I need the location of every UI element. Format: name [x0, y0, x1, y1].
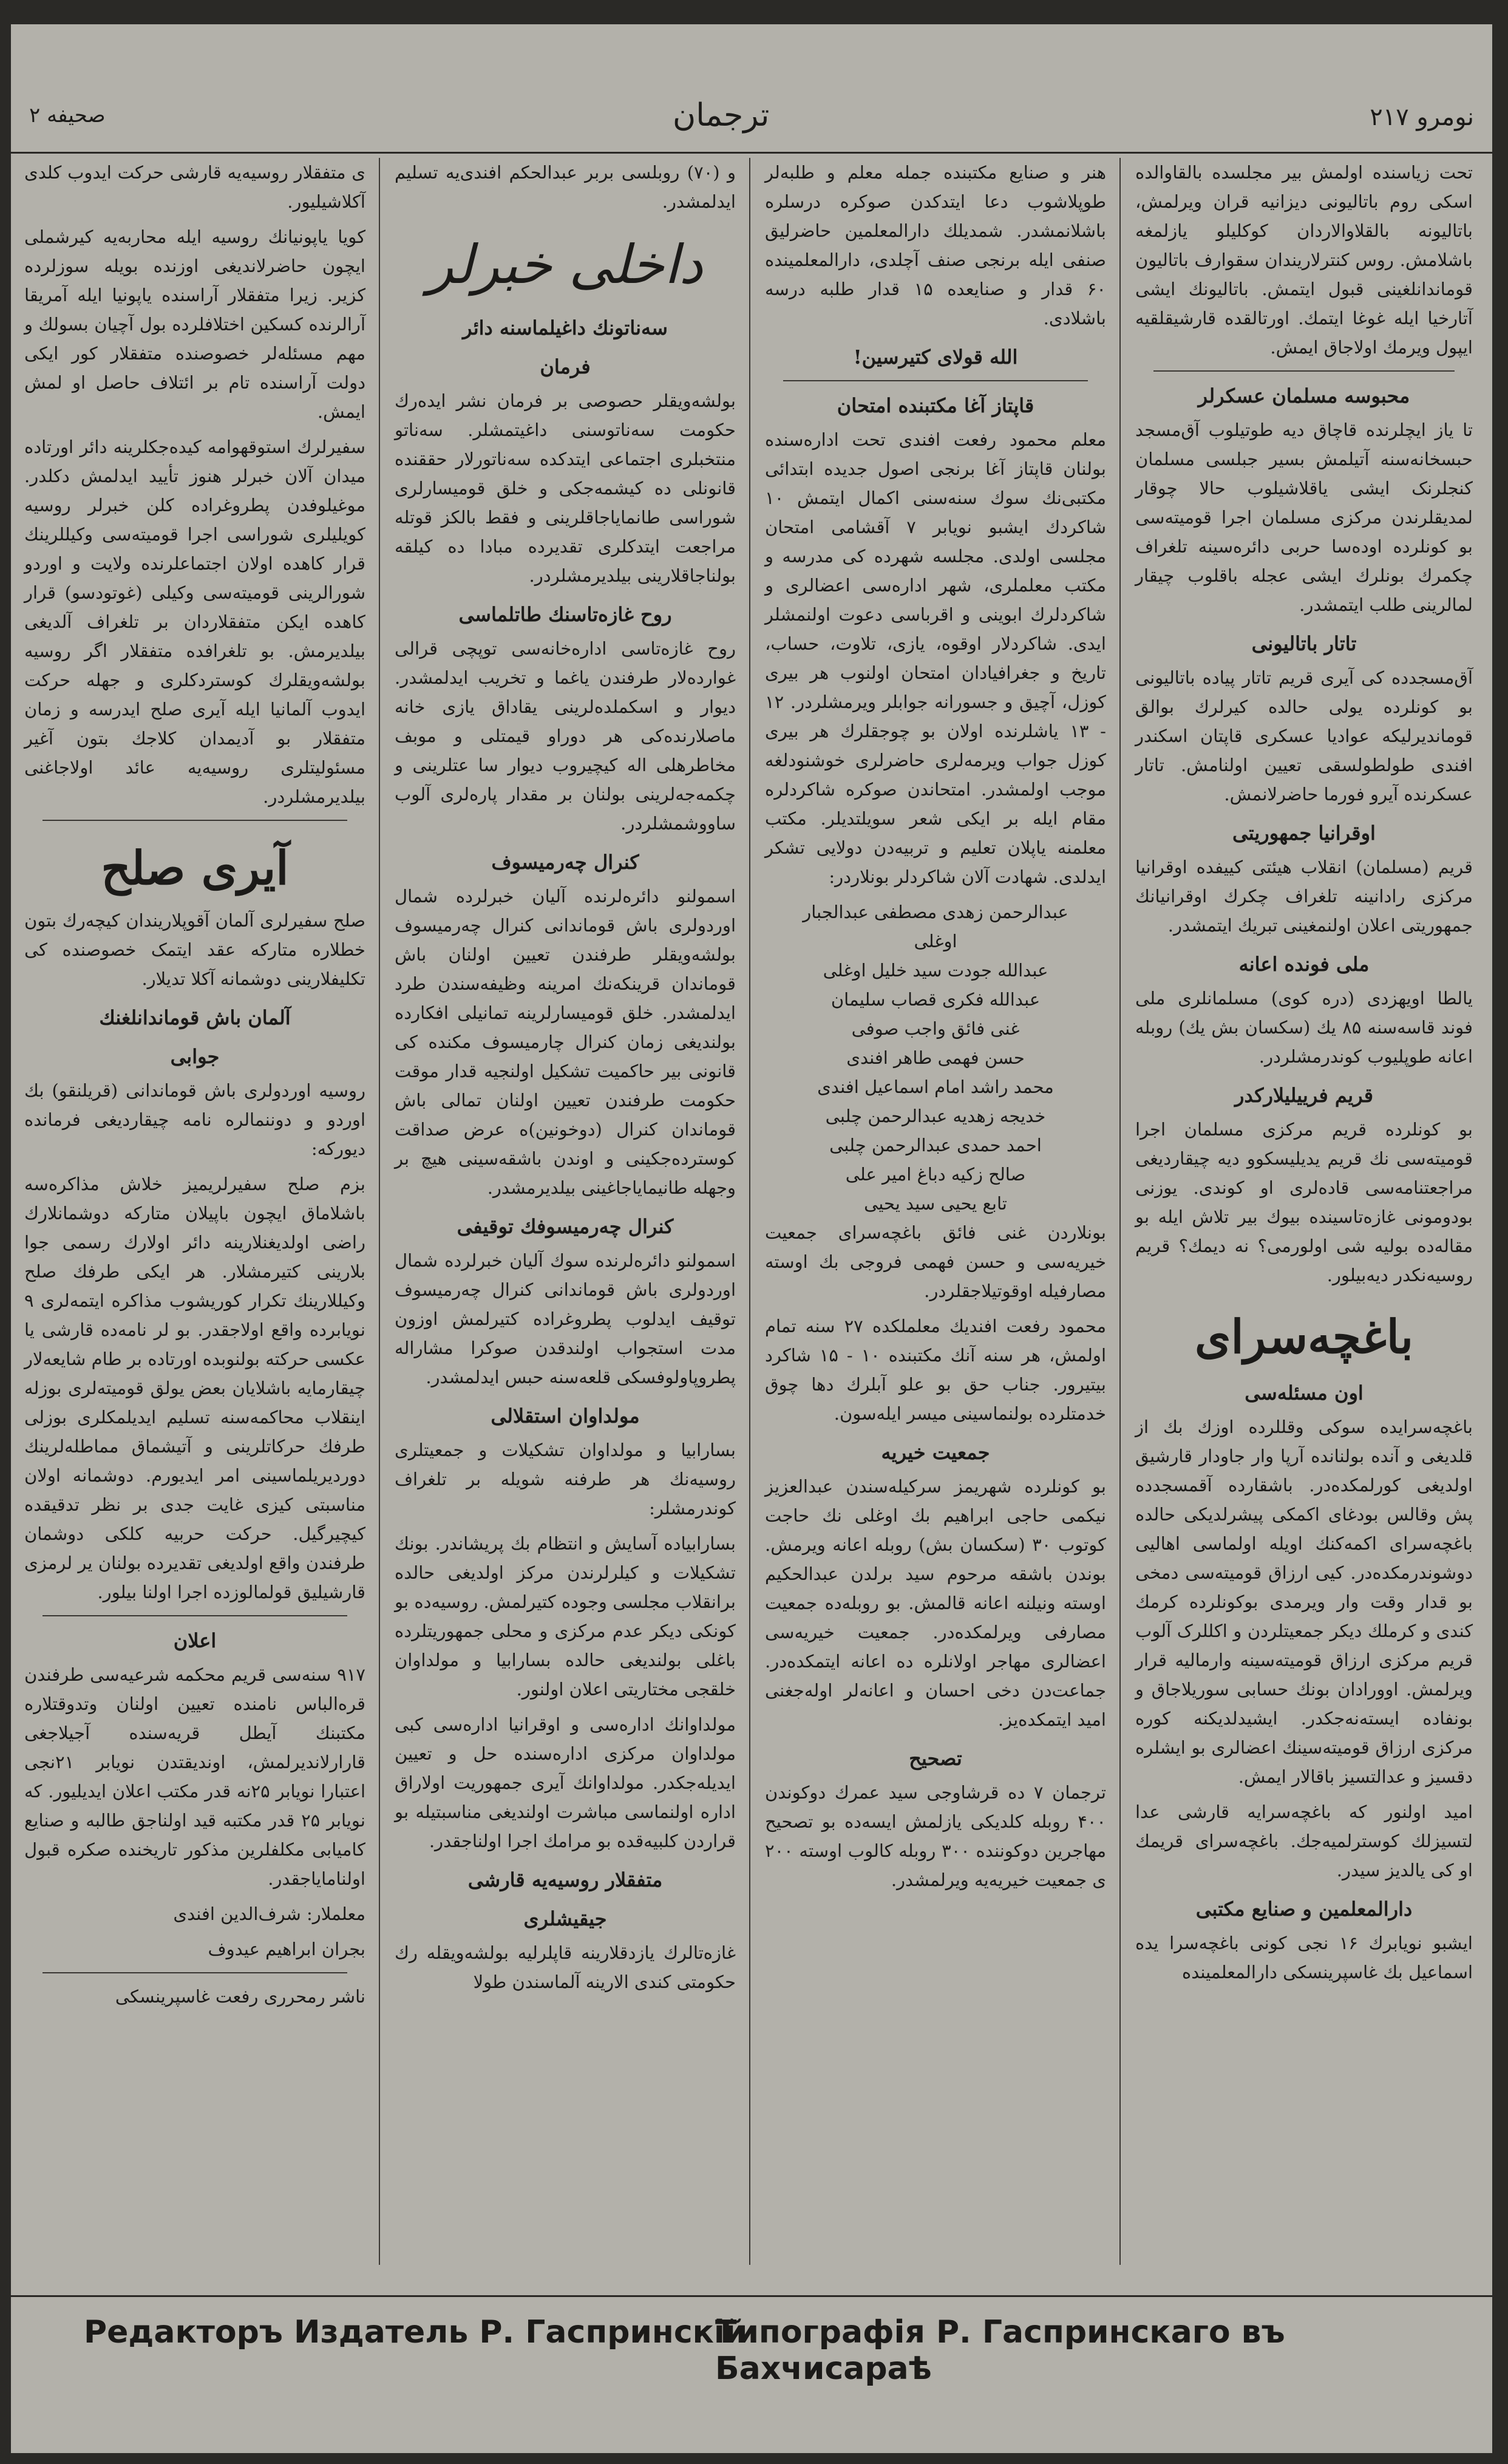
divider	[42, 1972, 347, 1973]
student-name: احمد حمدی عبدالرحمن چلبی	[829, 1135, 1042, 1155]
divider	[783, 380, 1088, 381]
article-heading: جوابی	[170, 1045, 220, 1068]
article-text: قریم (مسلمان) انقلاب هیئتی کییفده اوقرانیا مرکزی رادانینه تلغراف چکرك اوقرانیانك جمهوریتی اعلان اولنمغینی تبریك ایتمشدر.	[1135, 857, 1473, 936]
article-text: اسمولنو دائره‌لرنده سوك آلیان خبرلرده شمال اوردولری باش قوماندانی کنرال چه‌رمیسوف توقیف ایدلوب پطرو‌غراده کتیرلمش اوزون مدت استجواب اولندقدن صوکرا مشاراله پطروپاولوفسکی قلعه‌سنه حبس ایدلمشدر.	[395, 1250, 736, 1387]
article-text: مولداوانك اداره‌سی و اوقرانیا اداره‌سی کبی مولداوان مرکزی اداره‌سنده حل و تعیین ایدیله‌جکدر. مولداوانك آیری جمهوریت اولاراق اداره اولنماسی مباشرت اولندیغی مناسبتیله بو قراردن کلبیه‌قده بو مرامك اجرا اولناجقدر.	[395, 1714, 736, 1851]
article-text: امید اولنور که باغچه‌سرایه قارشی عدا لتسیزلك کوسترلمیه‌جك. باغچه‌سرای قریمك او کی یالدیز سیدر.	[1135, 1802, 1473, 1880]
newspaper-page	[11, 24, 1492, 2453]
article-heading: اون مسئله‌سی	[1245, 1381, 1364, 1404]
article-text: یالطا اویهزدی (دره کوی) مسلمانلری ملی فوند قاسه‌سنه ۸۵ یك (سکسان بش یك) روبله اعانه طوپلیوب کوندرمشلردر.	[1135, 988, 1473, 1067]
article-text: غازه‌تالرك یازدقلارینه قاپلرلیه بولشه‌ویقله رك حکومتی کندی الارینه آلماسندن طولا	[395, 1942, 736, 1992]
article-text: بو کونلرده شهریمز سرکیله‌سندن عبدالعزیز نیکمی حاجی ابراهیم بك اوغلی نك حاجت کوتوب ۳۰ (سکسان بش) روبله اعانه ویرمش. بوندن باشقه مرحوم سید برلدن عبدالحکیم اوسته ونیلنه اعانه قالمش. بو روبله‌ده جمعیت مصارفی ویرلمکده‌در. جمعیت خیریه‌سی اعضالری مهاجر اولانلره ده اعانه ایتمکده‌در. جماعت‌دن دخی احسان و اعانه‌لر اوله‌جغنی امید ایتمکده‌یز.	[765, 1476, 1106, 1730]
page-number: صحیفه ۲	[29, 103, 106, 128]
section-title: آیری صلح	[101, 841, 289, 895]
article-text: بسارابیا و مولداوان تشکیلات و جمعیتلری روسیه‌نك هر طرفنه شویله بر تلغراف کوندرمشلر:	[395, 1440, 736, 1519]
article-text: ترجمان ۷ ده قرشاوجی سید عمرك دوکوندن ۴۰۰ روبله کلدیکی یازلمش ایسه‌ده بو تصحیح مهاجرین دوکوننده ۳۰۰ روبله کالوب اوسته ۲۰۰ ی جمعیت خیریه‌یه ویرلمشدر.	[765, 1782, 1106, 1890]
divider	[42, 1615, 347, 1616]
student-name: حسن فهمی طاهر افندی	[846, 1047, 1025, 1068]
article-text: کویا یاپونیانك روسیه ایله محاربه‌یه کیرشملی ایچون حاضرلاندیغی اوزنده بویله سوزلرده کزیر. زیرا متفقلار آراسنده یاپونیا ایله آمریقا آرالرنده کسکین اختلافلرده بول آچیان بسولك و مهم مسئله‌لر خصوصنده متفقلار کور ایکی دولت آراسنده تام بر ائتلاف حاصل او لمش ایمش.	[24, 226, 365, 422]
article-text: و (۷۰) روبلسی بربر عبدالحکم افندی‌یه تسلیم ایدلمشدر.	[395, 162, 736, 212]
article-text: ی متفقلار روسیه‌یه قارشی حرکت ایدوب کلدی آکلاشیلیور.	[24, 162, 365, 212]
article-heading: محبوسه مسلمان عسکرلر	[1198, 384, 1410, 407]
article-text: روسیه اوردولری باش قوماندانی (قریلنقو) بك اوردو و دوننمالره نامه چیقاردیغی فرمانده دیورکه:	[24, 1080, 365, 1159]
signature: بجران ابراهیم عیدوف	[208, 1939, 365, 1959]
issue-number: نومرو ۲۱۷	[1370, 103, 1474, 131]
article-text: ۹۱۷ سنه‌سی قریم محکمه شرعیه‌سی طرفندن قره‌الباس نامنده تعیین اولنان وتدوقتلاره مکتبنك آیطل قریه‌سنده آجیلاجغی قارارلاندیرلمش، اوندیقتدن نویابر ۲۱نجی اعتبارا نویابر ۲۵نه قدر مکتب اعلان ایدیلیور. که نویابر ۲۵ قدر مکتبه قید اولناجق طالبه و صنایع کامیابی مکلفلرین مذکور تاریخنده صکره قبول اولنامایاجقدر.	[24, 1664, 365, 1889]
article-text: سفیرلرك استوقهوامه کیده‌جکلرینه دائر اورتاده میدان آلان خبرلر هنوز تأیید ایدلمش دکلدر. موغیلوفدن پطروغراده کلن خبرلر روسیه کویلیلری شوراسی اجرا قومیته‌سی وکیللرینك قرار کاهده اولان اجتماعلرنده ولایت و اوردو شورالرینی قومیته‌سی وکیلی (غوتودسو) قرار کاهده ایکن متفقلاردان بر تلغراف آلدیغی بیلدیرمش. بو تلغرافده متفقلار اگر روسیه بولشه‌ویقلرك کوستردکلری و جهله حرکت ایدوب آلمانیا ایله آیری صلح ایدرسه و زمان متفقلار بو آدیمدان کلاجك بتون آغیر مسئولیتلری روسیه‌یه عائد اولاجاغنی بیلدیرمشلردر.	[24, 437, 365, 807]
article-text: ایشبو نویابرك ۱۶ نجی کونی باغچه‌سرا یده اسماعیل بك غاسپرینسکی دارالمعلمینده	[1135, 1933, 1473, 1982]
article-text: اسمولنو دائره‌لرنده آلیان خبرلرده شمال اوردولری باش قوماندانی کنرال چه‌رمیسوف بولشه‌ویقلر طرفندن تعیین اولنان باش قوماندان قرینکه‌نك امرینه وظیفه‌سندن طرد ایدلمشدر. خلق قومیسارلرینه تمانیلی افکارده بولندیغی زمان کنرال چارمیسوف مکنده کی قانونی بیر حاکمیت تشکیل اولنجیه قدار موقت حکومت طرفندن تعیین اولنان تمالی باش قوماندان کنرال (دوخونین)ه عرض صداقت کوسترده‌جکینی و اوندن باشقه‌سینی هیچ بر وجهله طانیمایاجاغینی بیلدیرمشدر.	[395, 886, 736, 1198]
article-heading: متفقلار روسیه‌یه قارشی	[467, 1868, 663, 1891]
student-name: صالح زکیه دباغ امیر علی	[845, 1164, 1026, 1185]
student-name: عبدالرحمن زهدی مصطفی عبدالجبار	[803, 902, 1068, 922]
article-text: بولشه‌ویقلر حصوصی بر فرمان نشر ایده‌رك حکومت سه‌ناتوسنی داغیتمشلر. سه‌ناتو منتخبلری اجتماعی ایتدکده سه‌ناتورلار حققنده قانونلی ده کیشمه‌جکی و خلق قومیسارلری شوراسی طانمایاجاقلرینی و فقط بالکز قوتله مراجعت ایتدکلری تقدیرده مبادا ده کیلقه بولناجاقلارینی بیلدیرمشلردر.	[395, 390, 736, 586]
article-text: تحت زیاسنده اولمش بیر مجلسده بالقاوالده اسکی روم باتالیونی دیزانیه قران ویرلمش، باتالیونه بالقلاوالاردان کوکلیلو یازلمغه باشلامش. روس کنترلاریندان سقوارف باتالیون قوماندانلغینی قبول ایتمش. باتالیونك ایشی آتارخیا ایله غوغا ایتمك. اورتالقده قارشیقلقیه ایپول ویرمك اولاجاق ایمش.	[1135, 162, 1473, 358]
quote-line: الله قولای کتیرسین!	[853, 345, 1018, 369]
article-text: تا یاز ایچلرنده قاچاق دیه طوتیلوب آق‌مسجد حبسخانه‌سنه آتیلمش بسیر جبلسی مسلمان کنجلرنک ایشی یاقلاشیلوب حالا چوقار لمدیقلرندن مرکزی مسلمان اجرا قومیته‌سی بو کونلرده اوده‌سا حربی دائره‌سینه تلغراف چکمرك بونلرك ایشی عجله باقلوب چیقار لمالرینی طلب ایتمشدر.	[1135, 420, 1473, 615]
column-2	[752, 158, 1119, 2265]
article-heading: کنرال چه‌رمیسوفك توقیفی	[457, 1215, 674, 1238]
article-heading: تصحیح	[909, 1747, 962, 1770]
article-text: آق‌مسجدده کی آیری قریم تاتار پیاده باتالیونی بو کونلرده یولی حالده کیرلرك بوالق قوماندیرلیکه عوادیا عسکری قاپتان اسکندر افندی طولطولسقی تعیین اولنامش. تاتار عسکرنده آیرو فورما حاضرلانمش.	[1135, 667, 1473, 805]
student-name: تابع یحیی سید یحیی	[864, 1193, 1007, 1214]
column-4	[11, 158, 379, 2265]
article-text: بو کونلرده قریم مرکزی مسلمان اجرا قومیته‌سی نك قریم یدیلیسکوو دیه چیقاردیغی مراجعتنامه‌سی قاده‌لری او کوندی. یوزنی بودومونی غازه‌تا‌سینده بیوك بیر تلاش ایله بو مقاله‌ده بولیه شی اولورمی؟ نه دیمك؟ قریم روسیه‌نکدر دیه‌بیلور.	[1135, 1119, 1473, 1285]
article-text: هنر و صنایع مکتبنده جمله معلم و طلبه‌لر طوپلاشوب دعا ایتدکدن صوکره درسلره باشلانمشدر. شمدیلك دارالمعلمین حاضرلیق صنفی ایله برنجی صنف آچلدی، دارالمعلمینده ۶۰ قدار و صنایعده ۱۵ قدار طلبه درسه باشلادی.	[765, 162, 1107, 328]
student-name: اوغلی	[914, 931, 957, 951]
article-text: محمود رفعت افندیك معلملکده ۲۷ سنه تمام اولمش، هر سنه آنك مکتبنده ۱۰ - ۱۵ شاکرد بیتیرور. جناب حق بو علو آبلرك دها چوق خدمتلرده بولنماسینی میسر ایله‌سون.	[765, 1316, 1106, 1424]
footer-printer: Типографія Р. Гаспринскаго въ Бахчисараѣ	[715, 2314, 1285, 2387]
student-name: محمد راشد امام اسماعیل افندی	[817, 1077, 1054, 1097]
article-text: روح غازه‌تاسی اداره‌خانه‌سی توپچی قرالی غوارده‌لار طرفندن یاغما و تخریب ایدلمشدر. دیوار و اسکملده‌لرینی یقاداق یازی خانه ماصلارنده‌کی هر دوراو قیمتلی و موبف مخاطرهلی اله کیچیروب دیوار سا عتلرینی و چکمه‌جه‌لرینی بولنان بر مقدار پاره‌لری آلوب ساووشمشلردر.	[395, 638, 736, 834]
divider	[1153, 370, 1455, 372]
article-heading: قریم فرییلیلارکدر	[1234, 1084, 1374, 1107]
article-text: بسارابیاده آسایش و انتظام بك پریشاندر. بونك تشکیلات و کیلرلرندن مرکز اولدیغی حالده برانقلاب مجلسی وجوده کتیرلمش. روسیه‌ده بو کونکی دیکر عدم مرکزی و محلی جمهوریتلرده باغلی بولندیغی حالده بسارابیا و مولداوان خلقجی مختاریتی اعلان اولنور.	[395, 1533, 736, 1700]
student-list	[765, 897, 1106, 1218]
article-heading: فرمان	[540, 355, 591, 378]
article-heading: آلمان باش قوماندانلغنك	[99, 1006, 291, 1029]
article-heading: جیقیشلری	[523, 1907, 607, 1930]
footer	[11, 2295, 1492, 2387]
student-name: خدیجه زهدیه عبدالرحمن چلبی	[825, 1106, 1046, 1126]
article-heading: روح غازه‌تاسنك طاتلماسی	[458, 603, 672, 626]
student-name: عبدالله جودت سید خلیل اوغلی	[823, 960, 1048, 981]
student-name: عبدالله فکری قصاب سلیمان	[830, 989, 1041, 1010]
article-heading: ملی فونده اعانه	[1238, 953, 1370, 976]
article-heading: قاپتاز آغا مکتبنده امتحان	[837, 394, 1034, 417]
article-heading: جمعیت خیریه	[881, 1441, 990, 1464]
article-text: صلح سفیرلری آلمان آقوپلاریندان کیچه‌رك بتون خطلاره متارکه عقد ایتمک خصوصنده کی تکلیفلارینی دوشمانه آکلا تدیلار.	[24, 910, 365, 989]
column-1	[1122, 158, 1486, 2265]
article-text: بونلاردن غنی فائق باغچه‌سرای جمعیت خیریه‌سی و حسن فهمی فروجی بك اوسته مصارفیله اوقوتیلاجقلردر.	[765, 1222, 1106, 1301]
divider	[42, 820, 347, 821]
newspaper-title: ترجمان	[673, 97, 770, 134]
article-text: معلم محمود رفعت افندی تحت اداره‌سنده بولنان قاپتاز آغا برنجی اصول جدیده ابتدائی مکتبی‌نك سوك سنه‌سنی اکمال ایتمش ۱۰ شاکردك ایشبو نویابر ۷ آقشامی امتحان مجلسی اولدی. مجلسه شهرده کی مدرسه و مکتب معلملری، شهر اداره‌سی اعضالری و شاکردلرك ابوینی و اقرباسی دعوت اولنمشلر ایدی. شاکردلار اوقوه، یازی، تلاوت، حساب، تاریخ و جغرافیادان امتحان اولنوب هر بیری کوزل، آچیق و جسورانه جوابلر ویرمشلردر. ۱۲ - ۱۳ یاشلرنده اولان بو چوجقلرك هر بیری کوزل جواب ویرمه‌لری حاضرلری خوشنودلغه موجب اولمشدر. امتحاندن صوکره شاکردلره مقام ایله بر ایکی شعر سویلتدیلر. مکتب معلمنه یاپلان تعلیم و تربیه‌دن دولایی تشکر ایدلدی. شهادت آلان شاکردلر بونلاردر:	[765, 429, 1106, 887]
article-heading: اوقرانیا جمهوریتی	[1232, 822, 1376, 845]
column-rule	[1119, 158, 1121, 2265]
column-rule	[379, 158, 380, 2265]
footer-editor: Редакторъ Издатель Р. Гаспринскій	[84, 2314, 747, 2350]
student-name: غنی فائق واجب صوفی	[851, 1018, 1020, 1039]
section-title: داخلی خبرلر	[427, 233, 703, 296]
article-text: باغچه‌سرایده سوکی وقللرده اوزك بك از قلدیغی و آنده بولنانده آرپا وار جاودار قارشیق اولدیغی کورلمکده‌در. باشقارده آقمسجدده پش وقالس بودغای اکمکی پیشرلدیکی حالده باغچه‌سرای اکمه‌کنك اویله اولماسی اهالیی دوشوندرمکده‌در. کیی ارزاق قومیته‌سی دمخی بو قدار وقت وار ویرمدی بوکونلرده کرمك کندی و کرملك دیکر جمعیتلردن و اکللرک آلوب قریم مرکزی ارزاق قومیته‌سینه وارمالیه قرار ویرلمش. اوورادان بونك حسابی سوریلاجاق و بونفاده ایسته‌نه‌جکدر. ایشیدلدیکنه کوره مرکزی ارزاق قومیته‌سینك اعضالری بو ایشلره دقسیز و عدالتسیز باقالار ایمش.	[1135, 1417, 1473, 1787]
article-heading: دارالمعلمین و صنایع مکتبی	[1195, 1897, 1413, 1921]
masthead	[11, 79, 1492, 154]
article-heading: مولداوان استقلالی	[491, 1404, 640, 1428]
column-3	[381, 158, 749, 2265]
article-heading: تاتار باتالیونی	[1251, 632, 1357, 655]
article-heading: سه‌ناتونك داغیلماسنه دائر	[463, 316, 668, 339]
publisher-line: ناشر رمحرری رفعت غاسپرینسکی	[115, 1986, 365, 2007]
article-text: بزم صلح سفیرلریمیز خلاش مذاکره‌سه باشلاماق ایچون باپیلان متارکه دوشمانلارك راضی اولدیغنلارینه دائر اولارك رسمی جوا بلارینی کتیرمشلار. هر ایکی طرفك صلح وکیللارینك تکرار کوریشوب مذاکره ایتمه‌لری ۹ نویابرده واقع اولاجقدر. بو لر نامه‌ده قارشی یا عکسی حرکته بولنوبده اورتاده بر طام شایعه‌لار چیقارمایه باشلایان بعض یولق قومیته‌لری بوزله اینقلاب محاکمه‌سنه تسلیم ایدیلمکلری بوزلی طرفك حرکاتلرینی و آتیشماق مماطله‌لرینك دوردیریلماسینی امر ایدیورم. دوشمانه اولان مناسبتی کیزی غایت جدی بر نظر تدقیقده کیچیرگیل. حرکت حربیه کلکی دوشمان طرفندن واقع اولدیغی تقدیرده بولنان یر لرمزی قارشیلیق قولمالوزده اجرا اولنا بیلور.	[24, 1174, 365, 1602]
article-heading: اعلان	[173, 1629, 217, 1652]
signature: معلملار: شرف‌الدین افندی	[173, 1904, 365, 1924]
column-rule	[749, 158, 750, 2265]
article-heading: کنرال چه‌رمیسوف	[491, 851, 639, 874]
section-title: باغچه‌سرای	[1194, 1310, 1414, 1364]
